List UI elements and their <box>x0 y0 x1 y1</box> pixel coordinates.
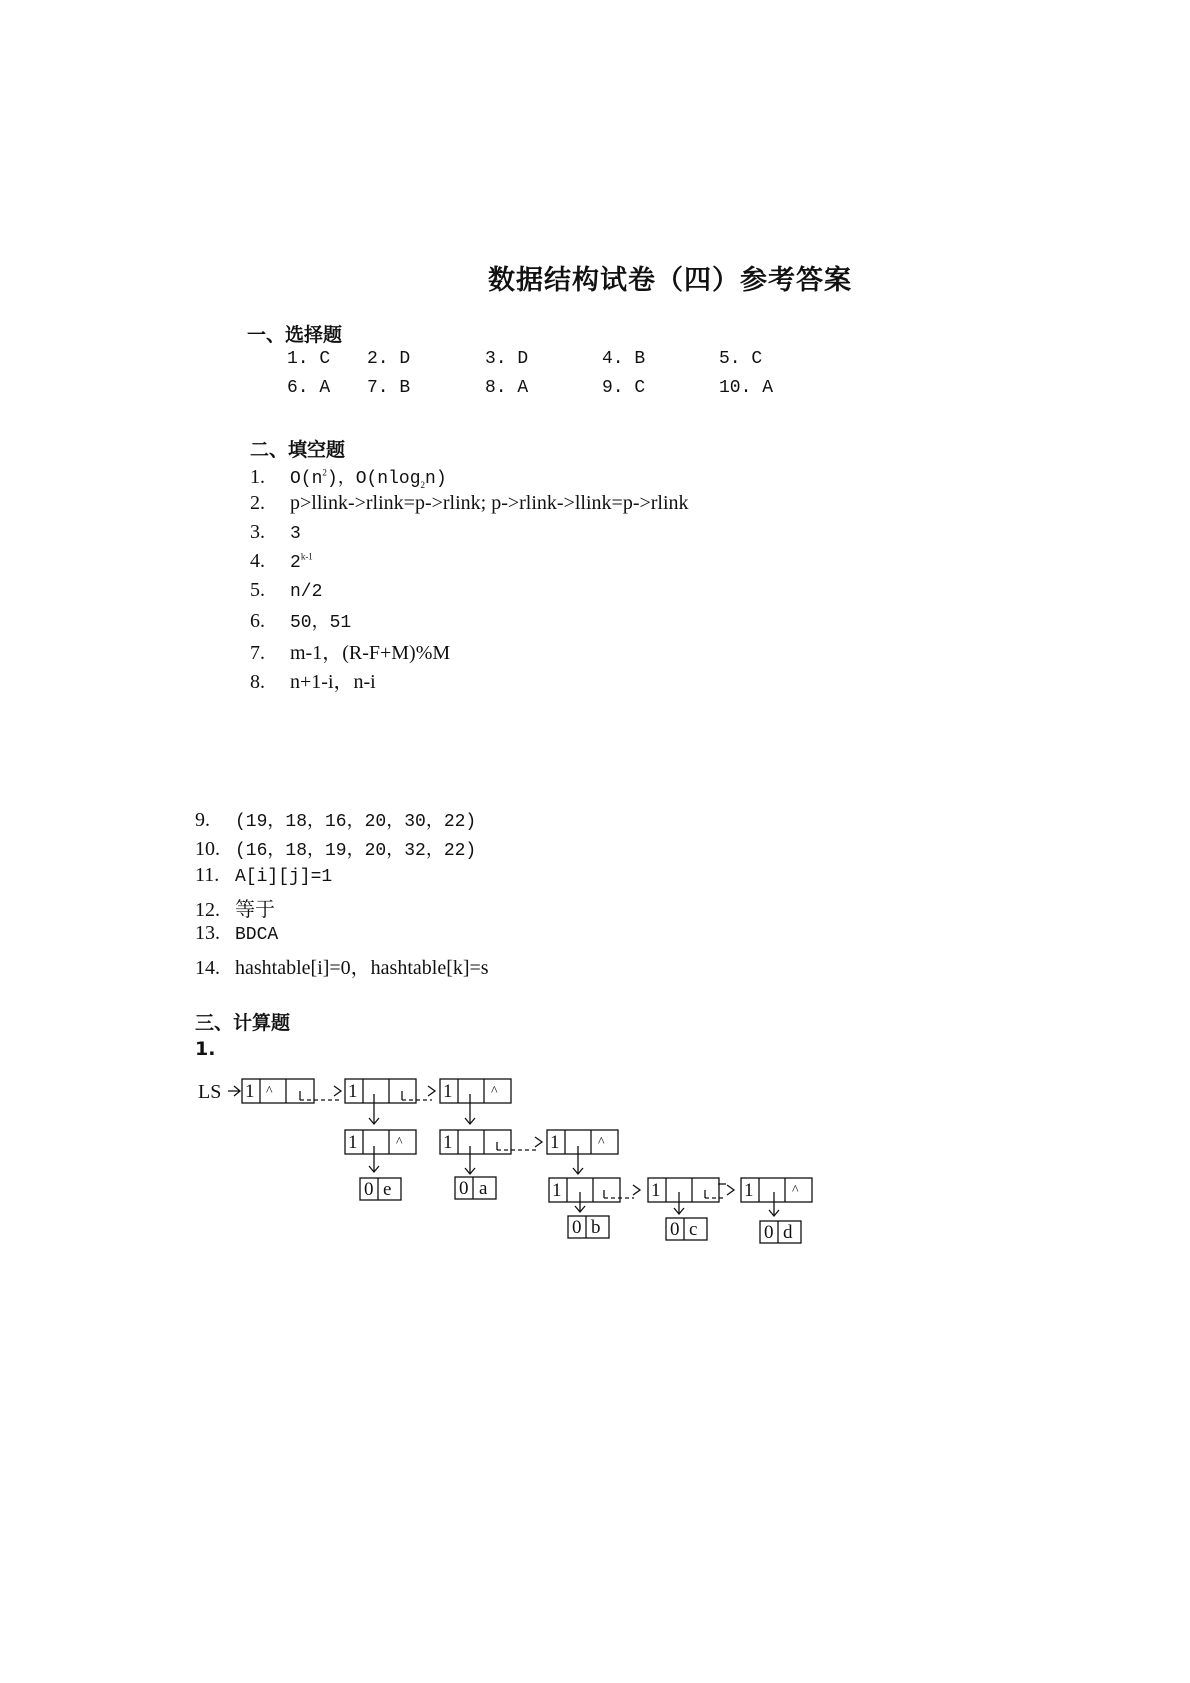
tag-label: 1 <box>443 1081 453 1102</box>
tag-label: 1 <box>552 1180 562 1201</box>
atom-value: c <box>689 1219 698 1240</box>
choice-answer: 3. D <box>485 349 529 369</box>
item-number: 5. <box>250 579 265 601</box>
subscript: 2 <box>420 480 426 490</box>
atom-value: e <box>383 1179 392 1200</box>
question-number: 1. <box>195 1038 216 1060</box>
choice-answer: 2. D <box>367 349 411 369</box>
tag-label: 1 <box>651 1180 661 1201</box>
item-text: p>llink->rlink=p->rlink; p->rlink->llink=p->rlink <box>290 492 689 514</box>
superscript: k-1 <box>300 551 313 562</box>
item-text: n/2 <box>290 582 323 602</box>
choice-answer: 10. A <box>719 378 774 398</box>
choice-answer: 1. C <box>287 349 331 369</box>
item-number: 6. <box>250 610 265 632</box>
item-text: 2 <box>290 553 301 573</box>
section-heading-fill: 二、填空题 <box>250 439 346 461</box>
item-number: 2. <box>250 492 265 514</box>
atom-tag: 0 <box>459 1178 469 1199</box>
item-text: BDCA <box>235 925 279 945</box>
item-number: 1. <box>250 466 265 488</box>
item-text: n+1-i，n-i <box>290 671 376 693</box>
section-heading-calc: 三、计算题 <box>195 1012 291 1034</box>
atom-tag: 0 <box>572 1217 582 1238</box>
atom-tag: 0 <box>764 1222 774 1243</box>
atom-value: b <box>591 1217 601 1238</box>
atom-tag: 0 <box>364 1179 374 1200</box>
item-number: 14. <box>195 957 220 979</box>
atom-value: a <box>479 1178 488 1199</box>
item-text: (16，18，19，20，32，22) <box>235 841 477 861</box>
item-text: 3 <box>290 524 301 544</box>
item-number: 9. <box>195 809 210 831</box>
item-text: m-1，(R-F+M)%M <box>290 642 451 664</box>
choice-answer: 8. A <box>485 378 529 398</box>
item-number: 4. <box>250 550 265 572</box>
nil-symbol: ^ <box>792 1183 799 1198</box>
item-number: 10. <box>195 838 220 860</box>
tag-label: 1 <box>348 1081 358 1102</box>
nil-symbol: ^ <box>598 1135 605 1150</box>
head-pointer-label: LS <box>198 1081 222 1103</box>
atom-value: d <box>783 1222 793 1243</box>
choice-answer: 9. C <box>602 378 646 398</box>
atom-tag: 0 <box>670 1219 680 1240</box>
superscript: 2 <box>322 467 327 478</box>
tag-label: 1 <box>550 1132 560 1153</box>
item-text: 等于 <box>235 899 275 921</box>
item-number: 3. <box>250 521 265 543</box>
item-number: 11. <box>195 864 220 886</box>
nil-symbol: ^ <box>396 1135 403 1150</box>
choice-answer: 4. B <box>602 349 646 369</box>
tag-label: 1 <box>744 1180 754 1201</box>
page-title: 数据结构试卷（四）参考答案 <box>488 265 852 296</box>
choice-answer: 6. A <box>287 378 331 398</box>
item-text: A[i][j]=1 <box>235 867 333 887</box>
item-text: O(n <box>290 469 323 489</box>
choice-answer: 7. B <box>367 378 411 398</box>
item-number: 8. <box>250 671 265 693</box>
item-text: (19，18，16，20，30，22) <box>235 812 477 832</box>
nil-symbol: ^ <box>491 1084 498 1099</box>
item-number: 12. <box>195 899 220 921</box>
tag-label: 1 <box>443 1132 453 1153</box>
section-heading-choice: 一、选择题 <box>247 324 343 346</box>
item-text: hashtable[i]=0，hashtable[k]=s <box>235 957 489 979</box>
item-number: 13. <box>195 922 220 944</box>
item-text: )，O(nlog <box>326 469 421 489</box>
choice-answer: 5. C <box>719 349 763 369</box>
item-text: 50，51 <box>290 613 352 633</box>
item-number: 7. <box>250 642 265 664</box>
tag-label: 1 <box>245 1081 255 1102</box>
item-text: n) <box>425 469 447 489</box>
tag-label: 1 <box>348 1132 358 1153</box>
nil-symbol: ^ <box>266 1084 273 1099</box>
